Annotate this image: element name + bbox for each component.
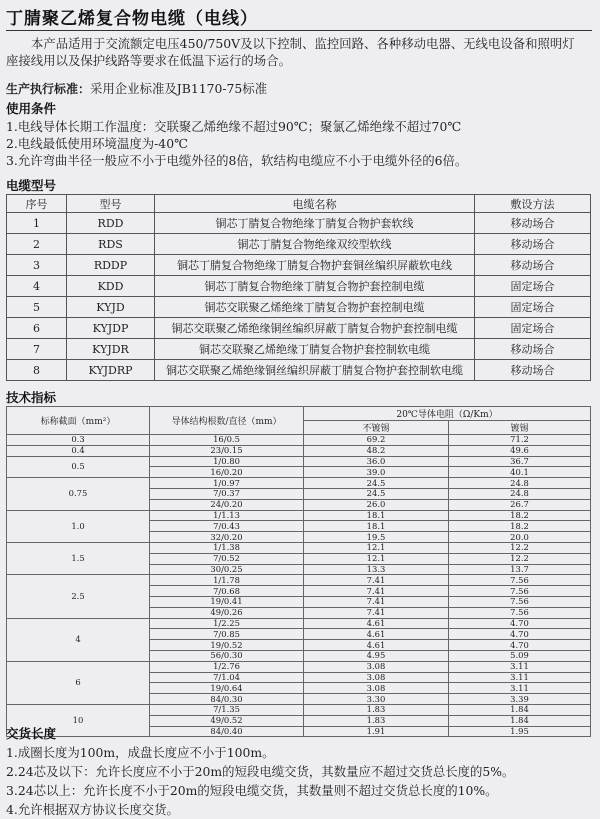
table-cell: 24.8 [449,478,591,489]
table-cell: 3.11 [449,683,591,694]
table-cell: RDD [67,213,155,234]
table-cell: 13.3 [304,564,449,575]
table-cell: 3.11 [449,672,591,683]
table-cell: 1.95 [449,726,591,737]
col-header-structure: 导体结构根数/直径（mm） [150,407,304,435]
table-cell: 4.95 [304,650,449,661]
usage-line-2: 2.电线最低使用环境温度为-40℃ [6,136,188,151]
table-cell: 1/1.13 [150,510,304,521]
table-cell: 24.8 [449,488,591,499]
table-row [7,704,591,715]
area-cell: 0.4 [7,445,150,456]
table-cell: 4.70 [449,640,591,651]
table-cell: 32/0.20 [150,532,304,543]
area-cell: 4 [7,618,150,661]
delivery-line-3: 3.24芯以上：允许长度不小于20m的短段电缆交货，其数量则不超过交货总长度的10%。 [6,783,498,798]
table-cell: 1.84 [449,704,591,715]
col-header-laying: 敷设方法 [475,195,591,213]
table-row [7,435,591,446]
table-cell: 固定场合 [475,297,591,318]
table-row [7,456,591,467]
table-cell: 铜芯丁腈复合物绝缘丁腈复合物护套铜丝编织屏蔽软电线 [155,255,475,276]
title-divider [6,30,592,31]
table-cell: 3.39 [449,694,591,705]
table-cell: 69.2 [304,435,449,446]
table-cell: 1.83 [304,715,449,726]
table-cell: 1/0.97 [150,478,304,489]
table-cell: 24.5 [304,488,449,499]
table-row [7,339,591,360]
standard-text: 采用企业标准及JB1170-75标准 [90,81,268,96]
table-cell: 1/0.80 [150,456,304,467]
table-row [7,276,591,297]
table-cell: 7.56 [449,586,591,597]
table-cell: RDDP [67,255,155,276]
table-cell: 铜芯交联聚乙烯绝缘丁腈复合物护套控制软电缆 [155,339,475,360]
table-cell: 3.08 [304,672,449,683]
models-header-row [7,195,591,213]
table-row [7,360,591,381]
table-cell: 7/0.37 [150,488,304,499]
table-cell: 24.5 [304,478,449,489]
table-cell: KYJDP [67,318,155,339]
table-cell: KYJDR [67,339,155,360]
table-cell: 20.0 [449,532,591,543]
table-cell: 3.08 [304,683,449,694]
table-cell: 1/1.38 [150,542,304,553]
table-cell: 18.2 [449,510,591,521]
table-row [7,542,591,553]
table-cell: 71.2 [449,435,591,446]
table-cell: 6 [7,318,67,339]
table-cell: 固定场合 [475,276,591,297]
table-cell: 7.41 [304,596,449,607]
table-cell: 铜芯丁腈复合物绝缘双绞型软线 [155,234,475,255]
table-cell: 7.41 [304,586,449,597]
table-cell: 24/0.20 [150,499,304,510]
table-row [7,255,591,276]
table-cell: 铜芯交联聚乙烯绝缘铜丝编织屏蔽丁腈复合物护套控制软电缆 [155,360,475,381]
table-cell: 12.2 [449,553,591,564]
table-cell: 18.1 [304,510,449,521]
table-cell: 40.1 [449,467,591,478]
table-cell: 固定场合 [475,318,591,339]
usage-line-1: 1.电线导体长期工作温度：交联聚乙烯绝缘不超过90℃；聚氯乙烯绝缘不超过70℃ [6,119,462,134]
table-cell: 1.84 [449,715,591,726]
table-cell: 铜芯交联聚乙烯绝缘丁腈复合物护套控制电缆 [155,297,475,318]
area-cell: 6 [7,661,150,704]
table-cell: 12.1 [304,553,449,564]
table-cell: 36.0 [304,456,449,467]
table-cell: 3.08 [304,661,449,672]
table-cell: 36.7 [449,456,591,467]
table-cell: 49/0.52 [150,715,304,726]
page-title: 丁腈聚乙烯复合物电缆（电线） [6,9,258,29]
table-cell: 7/0.52 [150,553,304,564]
table-cell: 3.11 [449,661,591,672]
table-cell: RDS [67,234,155,255]
table-row [7,575,591,586]
table-cell: 7.56 [449,596,591,607]
intro-paragraph: 本产品适用于交流额定电压450/750V及以下控制、监控回路、各种移动电器、无线电设备和照明灯座接线用以及保护线路等要求在低温下运行的场合。 [6,36,575,68]
table-cell: 48.2 [304,445,449,456]
table-cell: KYJDRP [67,360,155,381]
table-cell: 2 [7,234,67,255]
table-cell: 1.91 [304,726,449,737]
table-row [7,234,591,255]
table-cell: 5 [7,297,67,318]
table-cell: 7.56 [449,607,591,618]
table-cell: 30/0.25 [150,564,304,575]
table-cell: 84/0.30 [150,694,304,705]
table-cell: 4.70 [449,629,591,640]
col-header-bare: 不镀锡 [304,421,449,435]
table-cell: 19/0.41 [150,596,304,607]
delivery-heading: 交货长度 [6,726,57,741]
table-cell: 移动场合 [475,255,591,276]
table-row [7,661,591,672]
table-cell: 7.41 [304,575,449,586]
table-cell: 13.7 [449,564,591,575]
table-cell: 49.6 [449,445,591,456]
table-cell: 12.2 [449,542,591,553]
tech-table [6,406,591,737]
area-cell: 1.0 [7,510,150,542]
table-cell: 铜芯丁腈复合物绝缘丁腈复合物护套控制电缆 [155,276,475,297]
standard-line [6,79,267,97]
table-cell: 26.7 [449,499,591,510]
area-cell: 0.75 [7,478,150,510]
table-cell: 移动场合 [475,339,591,360]
table-row [7,318,591,339]
delivery-line-1: 1.成圈长度为100m，成盘长度应不小于100m。 [6,745,275,760]
models-table [6,194,591,381]
area-cell: 0.5 [7,456,150,478]
table-cell: 4.61 [304,640,449,651]
col-header-model: 型号 [67,195,155,213]
table-cell: 19.5 [304,532,449,543]
table-cell: 7/1.35 [150,704,304,715]
table-cell: 39.0 [304,467,449,478]
table-cell: 4.61 [304,618,449,629]
table-row [7,618,591,629]
table-cell: 26.0 [304,499,449,510]
col-header-no: 序号 [7,195,67,213]
table-cell: 移动场合 [475,360,591,381]
models-heading: 电缆型号 [6,178,57,193]
table-cell: 3 [7,255,67,276]
table-cell: 7/0.43 [150,521,304,532]
table-cell: KDD [67,276,155,297]
col-header-resistance: 20℃导体电阻（Ω/Km） [304,407,591,421]
table-cell: 19/0.52 [150,640,304,651]
table-cell: 4.70 [449,618,591,629]
delivery-line-4: 4.允许根据双方协议长度交货。 [6,802,179,817]
table-cell: 23/0.15 [150,445,304,456]
table-cell: 19/0.64 [150,683,304,694]
usage-line-3: 3.允许弯曲半径一般应不小于电缆外径的8倍，软结构电缆应不小于电缆外径的6倍。 [6,153,468,168]
table-cell: 移动场合 [475,234,591,255]
table-row [7,445,591,456]
table-cell: 1 [7,213,67,234]
area-cell: 1.5 [7,542,150,574]
table-cell: 移动场合 [475,213,591,234]
delivery-line-2: 2.24芯及以下：允许长度应不小于20m的短段电缆交货，其数量应不超过交货总长度的5%。 [6,764,515,779]
table-cell: 8 [7,360,67,381]
table-cell: 3.30 [304,694,449,705]
table-cell: 1/2.76 [150,661,304,672]
table-cell: 5.09 [449,650,591,661]
table-cell: 7.56 [449,575,591,586]
table-cell: 18.1 [304,521,449,532]
col-header-tinned: 镀锡 [449,421,591,435]
area-cell: 2.5 [7,575,150,618]
table-row [7,213,591,234]
table-cell: 铜芯丁腈复合物绝缘丁腈复合物护套软线 [155,213,475,234]
table-cell: 56/0.30 [150,650,304,661]
table-cell: 4 [7,276,67,297]
col-header-area: 标称截面（mm²） [7,407,150,435]
col-header-name: 电缆名称 [155,195,475,213]
table-cell: 7 [7,339,67,360]
area-cell: 10 [7,704,150,736]
table-row [7,510,591,521]
table-cell: 16/0.20 [150,467,304,478]
table-cell: 12.1 [304,542,449,553]
tech-heading: 技术指标 [6,390,57,405]
usage-heading: 使用条件 [6,101,57,116]
table-cell: 1/2.25 [150,618,304,629]
table-cell: 16/0.5 [150,435,304,446]
table-cell: 1/1.78 [150,575,304,586]
table-cell: 7.41 [304,607,449,618]
standard-label: 生产执行标准： [6,82,91,96]
table-cell: 18.2 [449,521,591,532]
table-cell: 1.83 [304,704,449,715]
table-row [7,297,591,318]
area-cell: 0.3 [7,435,150,446]
table-cell: 7/0.68 [150,586,304,597]
table-cell: 7/1.04 [150,672,304,683]
table-cell: 7/0.85 [150,629,304,640]
table-cell: 铜芯交联聚乙烯绝缘铜丝编织屏蔽丁腈复合物护套控制电缆 [155,318,475,339]
table-cell: KYJD [67,297,155,318]
table-cell: 4.61 [304,629,449,640]
table-cell: 49/0.26 [150,607,304,618]
table-cell: 84/0.40 [150,726,304,737]
table-row [7,478,591,489]
